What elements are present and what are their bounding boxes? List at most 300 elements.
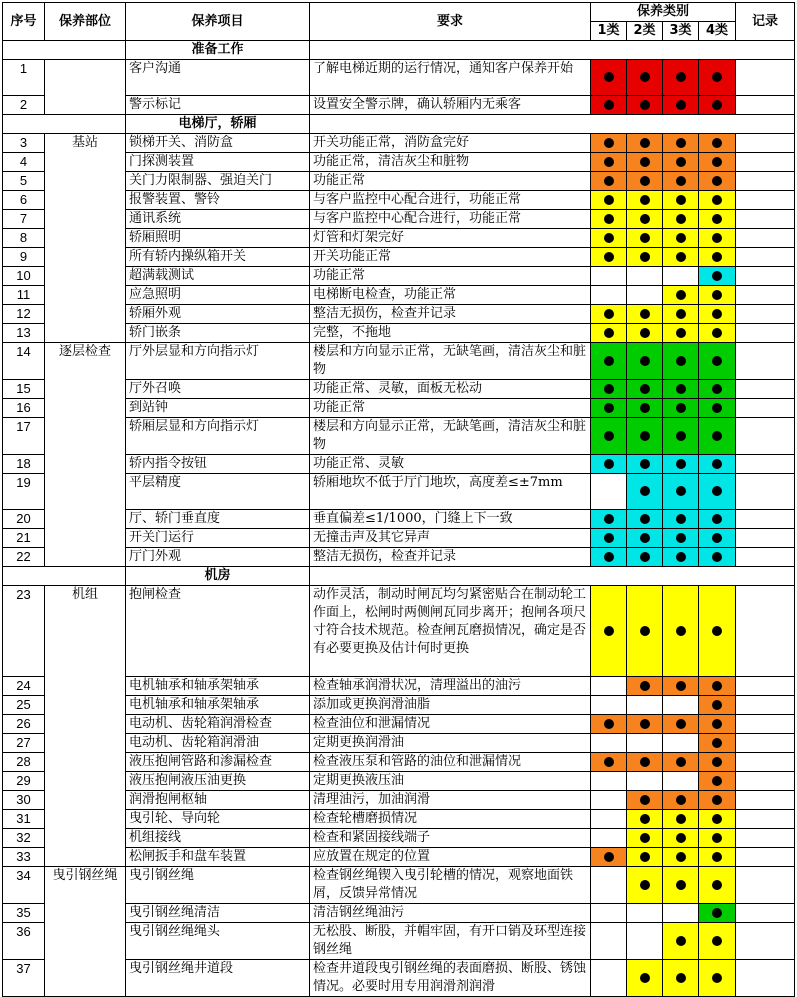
row-requirement: 楼层和方向显示正常，无缺笔画，清洁灰尘和脏物 (310, 418, 591, 455)
bullet-dot-icon (676, 214, 686, 224)
bullet-dot-icon (604, 72, 614, 82)
header-part: 保养部位 (45, 3, 126, 41)
category-cell-4 (699, 529, 736, 548)
bullet-dot-icon (640, 833, 650, 843)
row-item: 电机轴承和轴承架轴承 (126, 696, 310, 715)
bullet-dot-icon (640, 384, 650, 394)
row-part: 逐层检查 (45, 343, 126, 567)
category-cell-3 (663, 677, 699, 696)
header-cat-2: 2类 (627, 22, 663, 41)
record-cell[interactable] (736, 153, 795, 172)
bullet-dot-icon (676, 626, 686, 636)
bullet-dot-icon (676, 431, 686, 441)
row-number: 37 (3, 960, 45, 997)
record-cell[interactable] (736, 96, 795, 115)
row-item: 平层精度 (126, 474, 310, 510)
record-cell[interactable] (736, 753, 795, 772)
category-cell-1 (591, 210, 627, 229)
section-header-row (3, 567, 795, 586)
bullet-dot-icon (676, 356, 686, 366)
row-item: 轿厢照明 (126, 229, 310, 248)
category-cell-4 (699, 324, 736, 343)
record-cell[interactable] (736, 267, 795, 286)
row-number: 11 (3, 286, 45, 305)
record-cell[interactable] (736, 715, 795, 734)
row-number: 4 (3, 153, 45, 172)
record-cell[interactable] (736, 305, 795, 324)
category-cell-3 (663, 380, 699, 399)
bullet-dot-icon (712, 776, 722, 786)
bullet-dot-icon (640, 195, 650, 205)
category-cell-4 (699, 715, 736, 734)
bullet-dot-icon (640, 431, 650, 441)
row-requirement: 定期更换润滑油 (310, 734, 591, 753)
row-item: 曳引钢丝绳 (126, 867, 310, 904)
record-cell[interactable] (736, 474, 795, 510)
bullet-dot-icon (604, 157, 614, 167)
row-item: 松闸扳手和盘车装置 (126, 848, 310, 867)
bullet-dot-icon (712, 431, 722, 441)
row-requirement: 清理油污，加油润滑 (310, 791, 591, 810)
record-cell[interactable] (736, 210, 795, 229)
row-item: 润滑抱闸枢轴 (126, 791, 310, 810)
row-item: 厅门外观 (126, 548, 310, 567)
row-number: 36 (3, 923, 45, 960)
bullet-dot-icon (712, 271, 722, 281)
category-cell-2 (627, 399, 663, 418)
row-number: 19 (3, 474, 45, 510)
table-row (3, 586, 795, 677)
record-cell[interactable] (736, 134, 795, 153)
category-cell-2 (627, 343, 663, 380)
section-title: 准备工作 (126, 41, 310, 60)
category-cell-4 (699, 960, 736, 997)
category-cell-1 (591, 418, 627, 455)
row-number: 28 (3, 753, 45, 772)
section-blank (310, 115, 795, 134)
category-cell-3 (663, 343, 699, 380)
category-cell-1 (591, 867, 627, 904)
row-requirement: 功能正常、灵敏 (310, 455, 591, 474)
category-cell-2 (627, 715, 663, 734)
row-requirement: 检查油位和泄漏情况 (310, 715, 591, 734)
section-blank (310, 567, 795, 586)
row-number: 8 (3, 229, 45, 248)
bullet-dot-icon (604, 100, 614, 110)
bullet-dot-icon (640, 681, 650, 691)
row-item: 曳引轮、导向轮 (126, 810, 310, 829)
row-number: 16 (3, 399, 45, 418)
row-number: 27 (3, 734, 45, 753)
table-body (3, 41, 795, 997)
category-cell-1 (591, 960, 627, 997)
bullet-dot-icon (604, 328, 614, 338)
row-item: 所有轿内操纵箱开关 (126, 248, 310, 267)
record-cell[interactable] (736, 172, 795, 191)
category-cell-4 (699, 418, 736, 455)
row-requirement: 添加或更换润滑油脂 (310, 696, 591, 715)
category-cell-4 (699, 267, 736, 286)
bullet-dot-icon (604, 309, 614, 319)
table-row (3, 343, 795, 380)
bullet-dot-icon (676, 233, 686, 243)
bullet-dot-icon (676, 973, 686, 983)
bullet-dot-icon (640, 214, 650, 224)
bullet-dot-icon (640, 552, 650, 562)
record-cell[interactable] (736, 734, 795, 753)
bullet-dot-icon (676, 290, 686, 300)
category-cell-4 (699, 134, 736, 153)
category-cell-1 (591, 399, 627, 418)
section-blank (310, 41, 795, 60)
record-cell[interactable] (736, 829, 795, 848)
bullet-dot-icon (712, 514, 722, 524)
category-cell-4 (699, 60, 736, 96)
bullet-dot-icon (676, 100, 686, 110)
category-cell-2 (627, 267, 663, 286)
category-cell-2 (627, 455, 663, 474)
bullet-dot-icon (676, 157, 686, 167)
category-cell-4 (699, 791, 736, 810)
category-cell-4 (699, 677, 736, 696)
bullet-dot-icon (604, 252, 614, 262)
row-requirement: 检查和紧固接线端子 (310, 829, 591, 848)
row-item: 到站钟 (126, 399, 310, 418)
category-cell-3 (663, 960, 699, 997)
bullet-dot-icon (676, 814, 686, 824)
bullet-dot-icon (712, 757, 722, 767)
header-requirement: 要求 (310, 3, 591, 41)
bullet-dot-icon (712, 681, 722, 691)
row-requirement: 功能正常，清洁灰尘和脏物 (310, 153, 591, 172)
record-cell[interactable] (736, 418, 795, 455)
bullet-dot-icon (712, 309, 722, 319)
category-cell-4 (699, 810, 736, 829)
header-cat-1: 1类 (591, 22, 627, 41)
row-number: 32 (3, 829, 45, 848)
row-number: 14 (3, 343, 45, 380)
category-cell-1 (591, 455, 627, 474)
category-cell-1 (591, 548, 627, 567)
bullet-dot-icon (712, 157, 722, 167)
row-number: 34 (3, 867, 45, 904)
record-cell[interactable] (736, 510, 795, 529)
bullet-dot-icon (676, 833, 686, 843)
row-number: 35 (3, 904, 45, 923)
row-item: 客户沟通 (126, 60, 310, 96)
record-cell[interactable] (736, 248, 795, 267)
record-cell[interactable] (736, 810, 795, 829)
row-requirement: 整洁无损伤，检查并记录 (310, 548, 591, 567)
row-number: 25 (3, 696, 45, 715)
row-item: 报警装置、警铃 (126, 191, 310, 210)
category-cell-3 (663, 191, 699, 210)
header-record: 记录 (736, 3, 795, 41)
category-cell-3 (663, 548, 699, 567)
bullet-dot-icon (712, 214, 722, 224)
row-number: 22 (3, 548, 45, 567)
category-cell-2 (627, 848, 663, 867)
row-item: 应急照明 (126, 286, 310, 305)
record-cell[interactable] (736, 529, 795, 548)
bullet-dot-icon (676, 533, 686, 543)
category-cell-3 (663, 418, 699, 455)
category-cell-1 (591, 324, 627, 343)
row-requirement: 轿厢地坎不低于厅门地坎，高度差≤±7mm (310, 474, 591, 510)
row-requirement: 功能正常 (310, 267, 591, 286)
category-cell-4 (699, 923, 736, 960)
row-number: 33 (3, 848, 45, 867)
bullet-dot-icon (640, 233, 650, 243)
category-cell-1 (591, 904, 627, 923)
category-cell-3 (663, 848, 699, 867)
record-cell[interactable] (736, 696, 795, 715)
category-cell-1 (591, 380, 627, 399)
category-cell-2 (627, 772, 663, 791)
category-cell-3 (663, 904, 699, 923)
category-cell-4 (699, 210, 736, 229)
category-cell-2 (627, 229, 663, 248)
category-cell-3 (663, 715, 699, 734)
row-part: 基站 (45, 134, 126, 343)
category-cell-2 (627, 510, 663, 529)
record-cell[interactable] (736, 380, 795, 399)
bullet-dot-icon (604, 195, 614, 205)
record-cell[interactable] (736, 904, 795, 923)
row-requirement: 灯管和灯架完好 (310, 229, 591, 248)
header-item: 保养项目 (126, 3, 310, 41)
category-cell-2 (627, 210, 663, 229)
record-cell[interactable] (736, 229, 795, 248)
bullet-dot-icon (604, 356, 614, 366)
record-cell[interactable] (736, 791, 795, 810)
bullet-dot-icon (640, 138, 650, 148)
bullet-dot-icon (676, 514, 686, 524)
category-cell-3 (663, 153, 699, 172)
bullet-dot-icon (712, 973, 722, 983)
record-cell[interactable] (736, 324, 795, 343)
header-category-group: 保养类别 (591, 3, 736, 22)
bullet-dot-icon (676, 176, 686, 186)
table-row (3, 867, 795, 904)
category-cell-1 (591, 286, 627, 305)
category-cell-3 (663, 324, 699, 343)
category-cell-1 (591, 191, 627, 210)
category-cell-3 (663, 134, 699, 153)
row-number: 6 (3, 191, 45, 210)
row-number: 2 (3, 96, 45, 115)
record-cell[interactable] (736, 548, 795, 567)
row-number: 31 (3, 810, 45, 829)
record-cell[interactable] (736, 60, 795, 96)
row-requirement: 定期更换液压油 (310, 772, 591, 791)
category-cell-3 (663, 267, 699, 286)
category-cell-2 (627, 96, 663, 115)
row-item: 锁梯开关、消防盒 (126, 134, 310, 153)
record-cell[interactable] (736, 343, 795, 380)
category-cell-2 (627, 529, 663, 548)
bullet-dot-icon (604, 719, 614, 729)
record-cell[interactable] (736, 191, 795, 210)
row-number: 17 (3, 418, 45, 455)
row-part (45, 60, 126, 115)
row-item: 液压抱闸管路和渗漏检查 (126, 753, 310, 772)
category-cell-2 (627, 586, 663, 677)
row-item: 液压抱闸液压油更换 (126, 772, 310, 791)
record-cell[interactable] (736, 848, 795, 867)
category-cell-2 (627, 677, 663, 696)
category-cell-2 (627, 810, 663, 829)
row-number: 13 (3, 324, 45, 343)
row-item: 厅外召唤 (126, 380, 310, 399)
row-requirement: 检查钢丝绳锲入曳引轮槽的情况，观察地面铁屑，反馈异常情况 (310, 867, 591, 904)
category-cell-1 (591, 248, 627, 267)
category-cell-2 (627, 418, 663, 455)
row-number: 23 (3, 586, 45, 677)
bullet-dot-icon (640, 973, 650, 983)
category-cell-2 (627, 305, 663, 324)
bullet-dot-icon (640, 176, 650, 186)
row-item: 关门力限制器、强迫关门 (126, 172, 310, 191)
maintenance-table (2, 2, 795, 997)
category-cell-2 (627, 548, 663, 567)
category-cell-3 (663, 96, 699, 115)
bullet-dot-icon (712, 700, 722, 710)
bullet-dot-icon (676, 252, 686, 262)
section-title: 机房 (126, 567, 310, 586)
category-cell-1 (591, 715, 627, 734)
bullet-dot-icon (676, 852, 686, 862)
category-cell-2 (627, 791, 663, 810)
bullet-dot-icon (640, 72, 650, 82)
row-number: 12 (3, 305, 45, 324)
category-cell-1 (591, 153, 627, 172)
bullet-dot-icon (676, 681, 686, 691)
bullet-dot-icon (676, 403, 686, 413)
header-cat-4: 4类 (699, 22, 736, 41)
record-cell[interactable] (736, 867, 795, 904)
bullet-dot-icon (604, 233, 614, 243)
record-cell[interactable] (736, 586, 795, 677)
row-item: 轿门嵌条 (126, 324, 310, 343)
category-cell-3 (663, 923, 699, 960)
category-cell-1 (591, 810, 627, 829)
row-requirement: 完整，不拖地 (310, 324, 591, 343)
bullet-dot-icon (712, 195, 722, 205)
category-cell-4 (699, 172, 736, 191)
category-cell-1 (591, 510, 627, 529)
category-cell-3 (663, 510, 699, 529)
category-cell-1 (591, 134, 627, 153)
bullet-dot-icon (712, 100, 722, 110)
category-cell-4 (699, 734, 736, 753)
category-cell-3 (663, 791, 699, 810)
category-cell-4 (699, 380, 736, 399)
row-number: 10 (3, 267, 45, 286)
record-cell[interactable] (736, 677, 795, 696)
record-cell[interactable] (736, 960, 795, 997)
row-item: 曳引钢丝绳清洁 (126, 904, 310, 923)
category-cell-2 (627, 153, 663, 172)
bullet-dot-icon (640, 100, 650, 110)
record-cell[interactable] (736, 772, 795, 791)
row-number: 30 (3, 791, 45, 810)
bullet-dot-icon (640, 795, 650, 805)
row-item: 门探测装置 (126, 153, 310, 172)
row-requirement: 与客户监控中心配合进行，功能正常 (310, 210, 591, 229)
row-item: 轿厢层显和方向指示灯 (126, 418, 310, 455)
category-cell-4 (699, 510, 736, 529)
record-cell[interactable] (736, 286, 795, 305)
record-cell[interactable] (736, 923, 795, 960)
category-cell-2 (627, 753, 663, 772)
bullet-dot-icon (640, 514, 650, 524)
bullet-dot-icon (640, 880, 650, 890)
category-cell-3 (663, 248, 699, 267)
category-cell-3 (663, 772, 699, 791)
category-cell-1 (591, 172, 627, 191)
row-item: 厅、轿门垂直度 (126, 510, 310, 529)
bullet-dot-icon (712, 252, 722, 262)
category-cell-3 (663, 210, 699, 229)
category-cell-1 (591, 923, 627, 960)
row-item: 通讯系统 (126, 210, 310, 229)
bullet-dot-icon (712, 533, 722, 543)
header-cat-3: 3类 (663, 22, 699, 41)
bullet-dot-icon (604, 403, 614, 413)
row-requirement: 楼层和方向显示正常，无缺笔画，清洁灰尘和脏物 (310, 343, 591, 380)
category-cell-2 (627, 324, 663, 343)
row-item: 警示标记 (126, 96, 310, 115)
bullet-dot-icon (712, 356, 722, 366)
category-cell-3 (663, 529, 699, 548)
category-cell-1 (591, 586, 627, 677)
bullet-dot-icon (640, 486, 650, 496)
row-number: 21 (3, 529, 45, 548)
bullet-dot-icon (712, 176, 722, 186)
category-cell-1 (591, 848, 627, 867)
category-cell-2 (627, 134, 663, 153)
category-cell-4 (699, 829, 736, 848)
row-item: 厅外层显和方向指示灯 (126, 343, 310, 380)
row-item: 开关门运行 (126, 529, 310, 548)
bullet-dot-icon (640, 328, 650, 338)
bullet-dot-icon (712, 290, 722, 300)
row-requirement: 检查轴承润滑状况，清理溢出的油污 (310, 677, 591, 696)
bullet-dot-icon (712, 486, 722, 496)
category-cell-1 (591, 305, 627, 324)
category-cell-1 (591, 791, 627, 810)
bullet-dot-icon (676, 880, 686, 890)
row-item: 机组接线 (126, 829, 310, 848)
row-item: 轿厢外观 (126, 305, 310, 324)
bullet-dot-icon (676, 384, 686, 394)
category-cell-1 (591, 529, 627, 548)
row-item: 轿内指令按钮 (126, 455, 310, 474)
section-header-row (3, 41, 795, 60)
record-cell[interactable] (736, 455, 795, 474)
category-cell-4 (699, 343, 736, 380)
bullet-dot-icon (640, 852, 650, 862)
category-cell-2 (627, 923, 663, 960)
category-cell-1 (591, 753, 627, 772)
category-cell-4 (699, 586, 736, 677)
bullet-dot-icon (712, 814, 722, 824)
record-cell[interactable] (736, 399, 795, 418)
row-requirement: 功能正常 (310, 172, 591, 191)
category-cell-1 (591, 343, 627, 380)
bullet-dot-icon (676, 309, 686, 319)
